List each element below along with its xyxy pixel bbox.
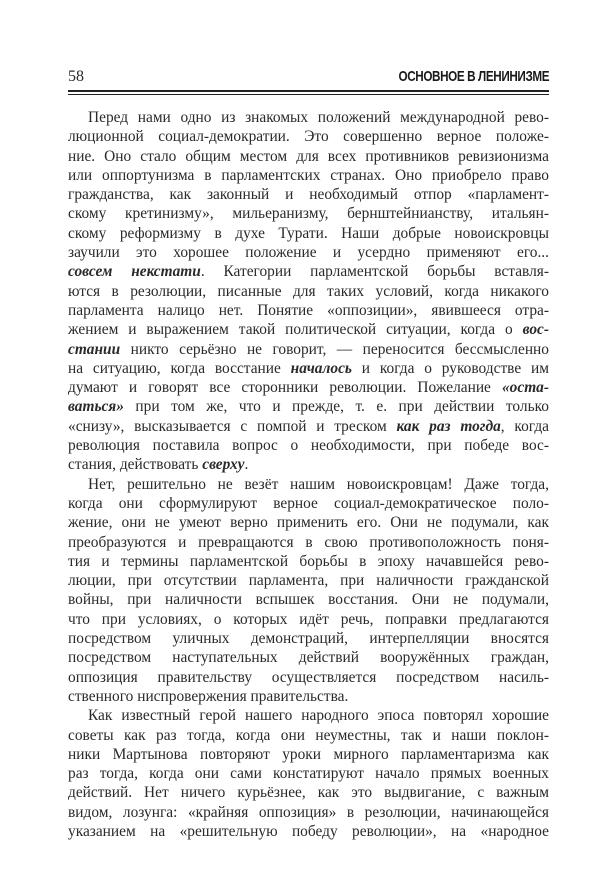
text-segment: раз тогда, когда они сами констатируют начало прямых военных: [68, 765, 549, 783]
text-segment: что при условиях, о которых идёт речь, поправки предлагаются: [68, 610, 549, 628]
emphasis-text: как раз тогда: [396, 417, 501, 435]
text-line: [68, 590, 549, 609]
text-line: [68, 668, 549, 687]
text-line: [68, 783, 549, 802]
text-segment: или оппортунизма в парламентских странах. Оно приобрело право: [68, 166, 549, 184]
text-segment: посредством уличных демонстраций, интерпелляции вносятся: [68, 630, 549, 648]
text-line: [68, 706, 549, 725]
text-segment: тия и термины парламентской борьбы в эпоху начавшейся рево-: [68, 552, 549, 570]
emphasis-text: вос-: [522, 321, 549, 339]
text-segment: люции, при отсутствии парламента, при наличности гражданской: [68, 572, 549, 590]
text-segment: скому кретинизму», мильеранизму, бернштейнианству, итальян-: [68, 205, 549, 223]
text-segment: стания, действовать: [68, 456, 203, 474]
text-line: [68, 629, 549, 648]
emphasis-text: началось: [290, 359, 352, 377]
running-title: ОСНОВНОЕ В ЛЕНИНИЗМЕ: [398, 68, 549, 85]
text-segment: думают и говорят все сторонники революции. Пожелание: [68, 379, 502, 397]
text-line: [68, 243, 549, 262]
text-segment: ственного ниспровержения правительства.: [68, 687, 349, 705]
text-line: [68, 494, 549, 513]
text-segment: люционной социал-демократии. Это совершенно верное положе-: [68, 128, 549, 146]
text-line: [68, 204, 549, 223]
text-line: [68, 436, 549, 455]
text-line: [68, 803, 549, 822]
emphasis-text: «оста-: [501, 379, 549, 397]
text-segment: оппозиция правительству осуществляется посредством насиль-: [68, 668, 549, 686]
text-segment: скому реформизму в духе Турати. Наши добрые новоискровцы: [68, 224, 549, 242]
emphasis-text: стании: [68, 340, 121, 358]
text-line: [68, 359, 549, 378]
emphasis-text: совсем некстати: [68, 263, 201, 281]
text-line: [68, 378, 549, 397]
text-line: [68, 282, 549, 301]
text-segment: когда они сформулируют верное социал-демократическое поло-: [68, 494, 549, 512]
text-segment: Нет, решительно не везёт нашим новоискровцам! Даже тогда,: [88, 475, 549, 493]
text-segment: ются в резолюции, писанные для таких условий, когда никакого: [68, 282, 549, 300]
text-line: [68, 127, 549, 146]
text-segment: посредством наступательных действий вооружённых граждан,: [68, 649, 549, 667]
text-line: [68, 340, 549, 359]
text-segment: ние. Оно стало общим местом для всех противников ревизионизма: [68, 147, 549, 165]
text-segment: ники Мартынова повторяют уроки мирного парламентаризма как: [68, 745, 549, 763]
text-segment: , когда: [500, 417, 549, 435]
text-line: [68, 262, 549, 281]
text-segment: революция поставила вопрос о необходимости, при победе вос-: [68, 437, 549, 455]
text-line: [68, 475, 549, 494]
text-line: [68, 648, 549, 667]
text-segment: преобразуются и превращаются в свою противоположность поня-: [68, 533, 549, 551]
text-segment: никто серьёзно не говорит, — переносится бессмысленно: [120, 340, 549, 358]
text-line: [68, 417, 549, 436]
running-header: [68, 64, 549, 94]
text-segment: Как известный герой нашего народного эпоса повторял хорошие: [88, 707, 549, 725]
text-segment: гражданства, как законный и необходимый отпор «парламент-: [68, 186, 549, 204]
text-line: [68, 610, 549, 629]
text-line: [68, 726, 549, 745]
text-segment: на ситуацию, когда восстание: [68, 359, 291, 377]
text-line: [68, 224, 549, 243]
text-line: [68, 455, 549, 474]
text-segment: действий. Нет ничего курьёзнее, как это выдвигание, с важным: [68, 784, 549, 802]
emphasis-text: ваться»: [68, 398, 124, 416]
text-segment: .: [244, 456, 249, 474]
text-segment: парламента налицо нет. Понятие «оппозиции», явившееся отра-: [68, 301, 549, 319]
text-line: [68, 166, 549, 185]
text-segment: видом, лозунга: «крайняя оппозиция» в резолюции, начинающейся: [68, 803, 549, 821]
text-segment: жением и выражением такой политической ситуации, когда о: [68, 321, 523, 339]
text-segment: жение, они не умеют верно применить его. Они не подумали, как: [68, 514, 549, 532]
text-line: [68, 108, 549, 127]
text-segment: советы как раз тогда, когда они неуместны, так и наши поклон-: [68, 726, 549, 744]
text-line: [68, 301, 549, 320]
text-segment: указанием на «решительную победу революции», на «народное: [68, 822, 549, 840]
text-segment: при том же, что и прежде, т. е. при действии только: [123, 398, 549, 416]
body-text: [68, 108, 549, 841]
text-line: [68, 764, 549, 783]
text-line: [68, 147, 549, 166]
text-line: [68, 320, 549, 339]
header-rule-thick: [68, 90, 549, 92]
text-line: [68, 745, 549, 764]
text-line: [68, 513, 549, 532]
text-segment: «снизу», высказывается с помпой и треском: [68, 417, 397, 435]
header-rule-thin: [68, 94, 549, 95]
text-segment: и когда о руководстве им: [351, 359, 549, 377]
text-line: [68, 533, 549, 552]
emphasis-text: сверху: [202, 456, 245, 474]
text-line: [68, 185, 549, 204]
text-segment: Перед нами одно из знакомых положений международной рево-: [88, 109, 549, 126]
text-segment: . Категории парламентской борьбы вставля-: [200, 263, 550, 281]
text-segment: заучили это хорошее положение и усердно применяют его...: [68, 244, 549, 262]
page-number: 58: [68, 68, 84, 85]
text-line: [68, 397, 549, 416]
text-segment: войны, при наличности вспышек восстания. Они не подумали,: [68, 591, 549, 609]
text-line: [68, 822, 549, 841]
text-line: [68, 552, 549, 571]
text-line: [68, 571, 549, 590]
text-line: [68, 687, 549, 706]
